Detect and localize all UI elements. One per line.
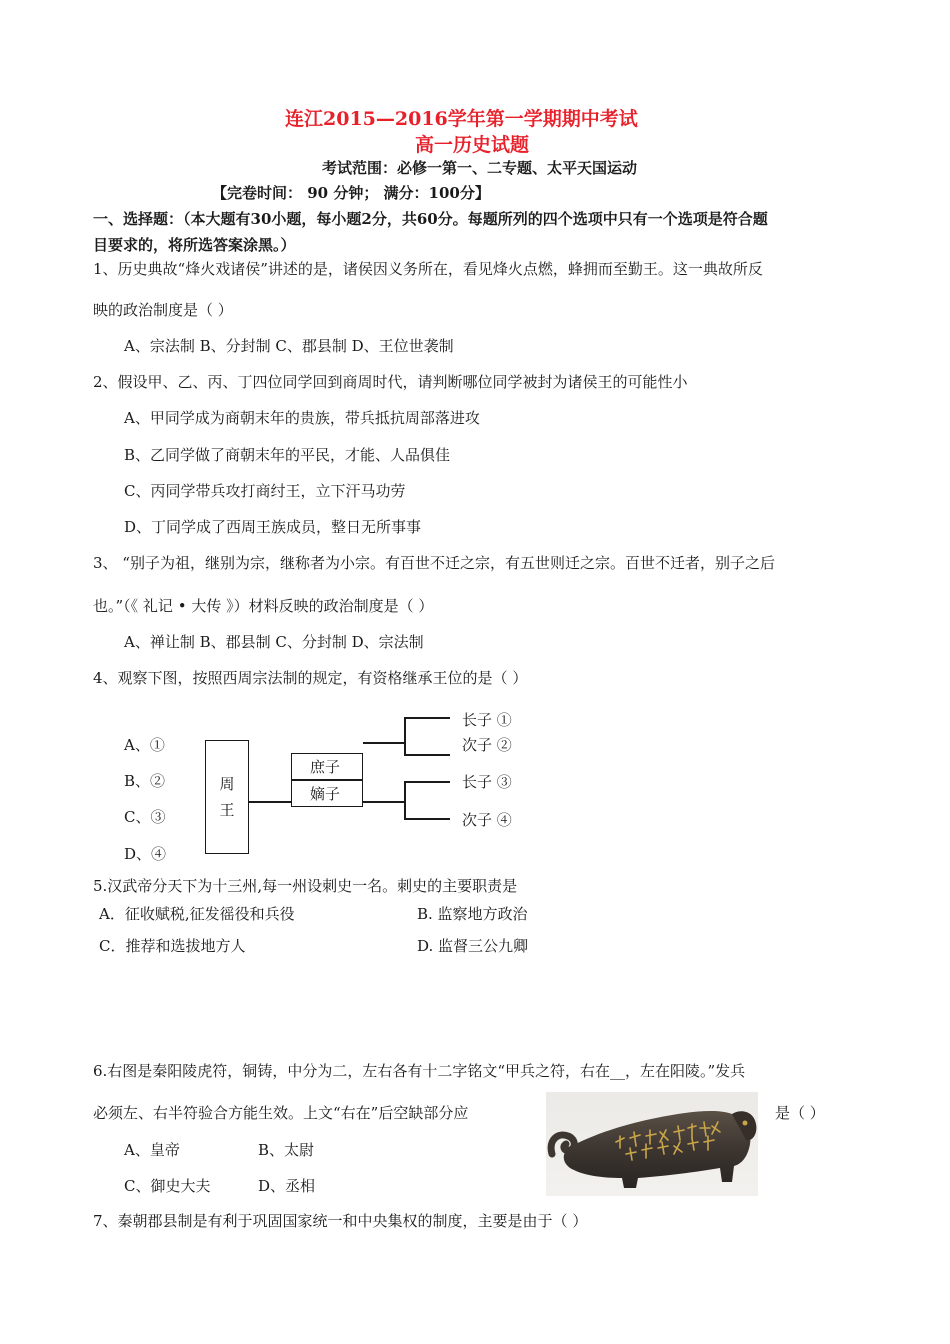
lower-branch-top [404,781,450,783]
q6-option-b: B、太尉 [258,1141,315,1159]
q1-stem-line1: 1、历史典故“烽火戏诸侯”讲述的是，诸侯因义务所在，看见烽火点燃，蜂拥而至勤王。这一典故所反 [93,260,763,278]
exam-subtitle: 高一历史试题 [415,134,530,156]
lower-branch-vertical [404,781,406,819]
q2-option-a: A、甲同学成为商朝末年的贵族，带兵抵抗周部落进攻 [124,409,480,427]
q5-option-c: C．推荐和选拔地方人 [99,937,246,955]
q2-option-d: D、丁同学成了西周王族成员，整日无所事事 [124,518,422,536]
exam-scope: 考试范围：必修一第一、二专题、太平天国运动 [322,159,638,177]
q4-option-c: C、③ [124,808,166,826]
q6-stem-line1: 6.右图是秦阳陵虎符，铜铸，中分为二，左右各有十二字铭文“甲兵之符，右在__，左在阳陵。”发兵 [93,1062,746,1080]
son-label-2: 次子 ② [462,736,512,754]
q6-option-a: A、皇帝 [124,1141,180,1159]
q4-option-d: D、④ [124,845,167,863]
q6-stem-line2-end: 是（ ） [775,1104,825,1122]
q5-option-a: A．征收赋税,征发徭役和兵役 [99,905,295,923]
q4-option-b: B、② [124,772,166,790]
q6-stem-line2: 必须左、右半符验合方能生效。上文“右在”后空缺部分应 [93,1104,469,1122]
q3-stem-line2: 也。”（《 礼记 • 大传 》）材料反映的政治制度是（ ） [93,597,434,615]
king-box [205,740,249,854]
shuzi-label: 庶子 [310,758,341,776]
q2-stem: 2、假设甲、乙、丙、丁四位同学回到商周时代，请判断哪位同学被封为诸侯王的可能性小 [93,373,688,391]
upper-branch-vertical [404,717,406,755]
exam-title: 连江2015—2016学年第一学期期中考试 [285,108,638,130]
q1-stem-line2: 映的政治制度是（ ） [93,301,233,319]
dizi-label: 嫡子 [310,785,341,803]
tiger-tally-image [546,1092,758,1196]
q2-option-b: B、乙同学做了商朝末年的平民，才能、人品俱佳 [124,446,451,464]
king-connector [249,801,291,803]
q5-option-b: B. 监察地方政治 [417,905,528,923]
son-label-1: 长子 ① [462,711,512,729]
q4-stem: 4、观察下图，按照西周宗法制的规定，有资格继承王位的是（ ） [93,669,528,687]
q2-option-c: C、丙同学带兵攻打商纣王，立下汗马功劳 [124,482,406,500]
q1-options: A、宗法制 B、分封制 C、郡县制 D、王位世袭制 [124,337,454,355]
q7-stem: 7、秦朝郡县制是有利于巩固国家统一和中央集权的制度，主要是由于（ ） [93,1212,588,1230]
upper-branch-stem [363,742,405,744]
king-label-char1: 周 [219,775,235,793]
q3-stem-line1: 3、 “别子为祖，继别为宗，继称者为小宗。有百世不迁之宗，有五世则迁之宗。百世不迁者，别子之后 [93,554,775,572]
son-label-4: 次子 ④ [462,811,512,829]
upper-branch-bottom [404,754,450,756]
lower-branch-bottom [404,818,450,820]
section-heading-line2: 目要求的，将所选答案涂黑。） [93,236,296,254]
q3-options: A、禅让制 B、郡县制 C、分封制 D、宗法制 [124,633,424,651]
exam-time-score: 【完卷时间： 90 分钟； 满分：100分】 [212,184,490,202]
sons-divider [291,779,363,781]
son-label-3: 长子 ③ [462,773,512,791]
tiger-tally-drawing [546,1092,758,1196]
q5-option-d: D. 监督三公九卿 [417,937,529,955]
king-label-char2: 王 [219,801,235,819]
q6-option-c: C、御史大夫 [124,1177,211,1195]
q5-stem: 5.汉武帝分天下为十三州,每一州设刺史一名。刺史的主要职责是 [93,877,518,895]
upper-branch-top [404,717,450,719]
q4-option-a: A、① [124,736,165,754]
section-heading-line1: 一、选择题：（本大题有30小题，每小题2分，共60分。每题所列的四个选项中只有一个选项是符合题 [93,210,768,228]
q6-option-d: D、丞相 [258,1177,316,1195]
lower-branch-stem [363,801,405,803]
